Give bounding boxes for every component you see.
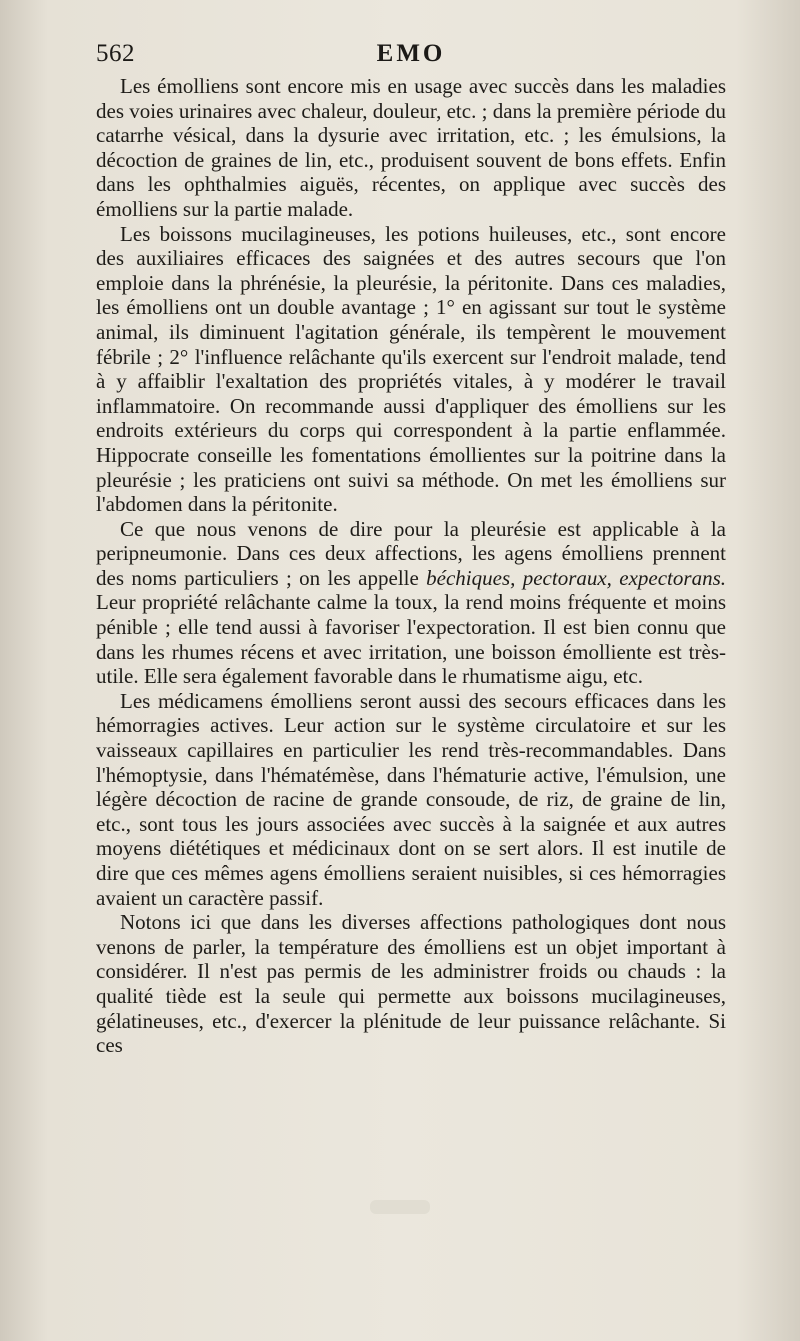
paragraph: Notons ici que dans les diverses affections pathologiques dont nous venons de parler, la température des émolliens est un objet important à considérer. Il n'est pas permis de les administrer froids ou chauds : la qualité tiède est la seule qui permette aux boissons mucilagineuses, gélatineuses, etc., d'exercer la plénitude de leur puissance relâchante. Si ces <box>96 910 726 1058</box>
paragraph: Les médicamens émolliens seront aussi des secours efficaces dans les hémorragies actives. Leur action sur le système circulatoire et sur les vaisseaux capillaires en particulier les rend très-recommandables. Dans l'hémoptysie, dans l'hématémèse, dans l'hématurie active, l'émulsion, une légère décoction de racine de grande consoude, de riz, de graine de lin, etc., sont tous les jours associées avec succès à la saignée et aux autres moyens diététiques et médicinaux dont on se sert alors. Il est inutile de dire que ces mêmes agens émolliens seraient nuisibles, si ces hémorragies avaient un caractère passif. <box>96 688 726 910</box>
body-text <box>96 74 726 1058</box>
paragraph-text: Leur propriété relâchante calme la toux, la rend moins fréquente et moins pénible ; elle tend aussi à favoriser l'expectoration. Il est bien connu que dans les rhumes récens et avec irritation, une boisson émolliente est très-utile. Elle sera également favorable dans le rhumatisme aigu, etc. <box>96 590 726 689</box>
paragraph: Les émolliens sont encore mis en usage avec succès dans les maladies des voies urinaires avec chaleur, douleur, etc. ; dans la première période du catarrhe vésical, dans la dysurie avec irritation, etc. ; les émulsions, la décoction de graines de lin, etc., produisent souvent de bons effets. Enfin dans les ophthalmies aiguës, récentes, on applique avec succès des émolliens sur la partie malade. <box>96 74 726 221</box>
show-through-smudge <box>370 1200 430 1214</box>
running-head: EMO <box>376 40 446 67</box>
italic-terms: béchiques, pectoraux, expectorans. <box>426 565 726 590</box>
paragraph: Les boissons mucilagineuses, les potions huileuses, etc., sont encore des auxiliaires efficaces des saignées et des autres secours que l'on emploie dans la phrénésie, la pleurésie, la péritonite. Dans ces maladies, les émolliens ont un double avantage ; 1° en agissant sur tout le système animal, ils diminuent l'agitation générale, ils tempèrent le mouvement fébrile ; 2° l'influence relâchante qu'ils exercent sur l'endroit malade, tend à y affaiblir l'exaltation des propriétés vitales, à y modérer le travail inflammatoire. On recommande aussi d'appliquer des émolliens sur les endroits extérieurs du corps qui correspondent à la partie enflammée. Hippocrate conseille les fomentations émollientes sur la poitrine dans la pleurésie ; les praticiens ont suivi sa méthode. On met les émolliens sur l'abdomen dans la péritonite. <box>96 221 726 517</box>
paragraph <box>96 517 726 689</box>
paragraph-text: Ce que nous venons de dire pour la pleurésie est applicable à la peripneumonie. Dans ces deux affections, les agens émolliens prennent des noms particuliers ; on les appelle <box>96 516 726 590</box>
page-number: 562 <box>96 40 135 67</box>
page-header <box>96 40 726 74</box>
